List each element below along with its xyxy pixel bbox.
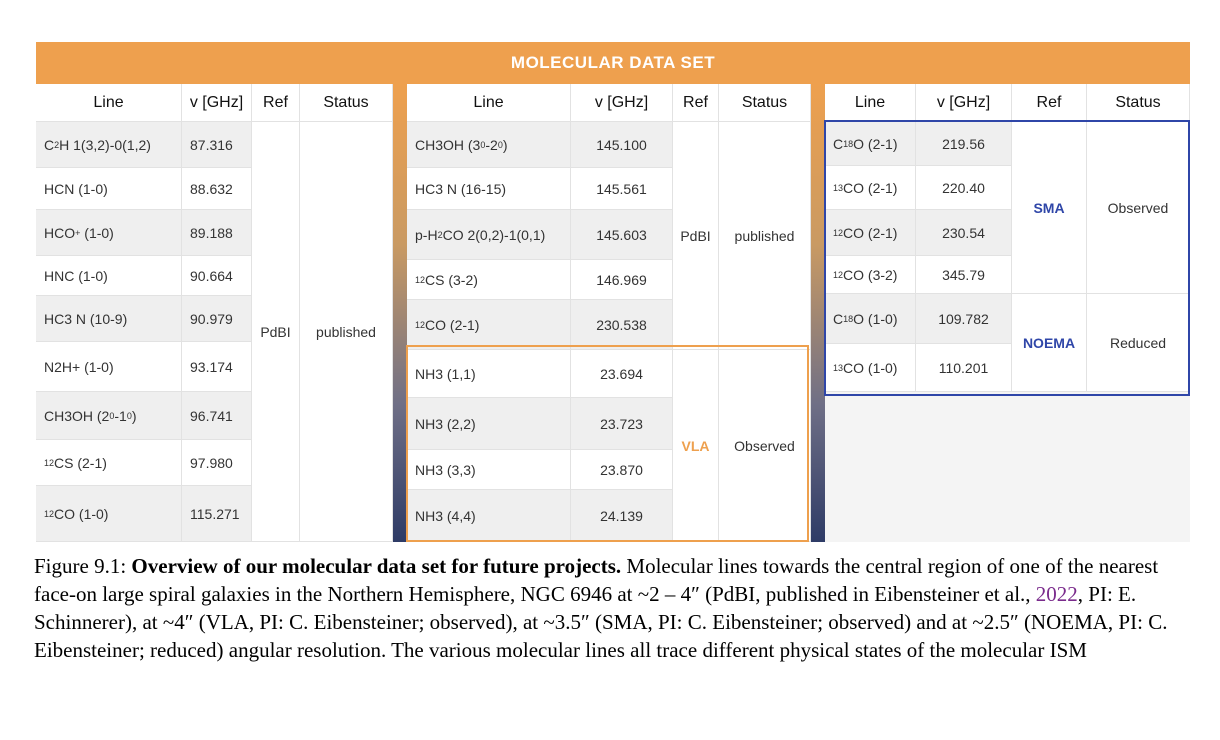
mid-freq-2: 145.561 [571,168,673,210]
left-freq-5: 90.979 [182,296,252,342]
left-line-1: C 2 H 1(3,2)-0(1,2) [36,122,182,168]
left-line-3: HCO + (1-0) [36,210,182,256]
header-status: Status [300,84,393,122]
noema-status: Reduced [1087,294,1190,392]
right-table [825,84,1190,392]
vla-freq-4: 24.139 [571,490,673,542]
caption-title: Overview of our molecular data set for future projects. [131,554,622,578]
mid-line-1: CH3OH (3 0 -2 0 ) [407,122,571,168]
vla-line-1: NH3 (1,1) [407,350,571,398]
header-freq: v [GHz] [182,84,252,122]
header-freq-2: v [GHz] [571,84,673,122]
table-banner: MOLECULAR DATA SET [36,42,1190,84]
vla-status: Observed [719,350,811,542]
vla-freq-1: 23.694 [571,350,673,398]
mid-line-2: HC3 N (16-15) [407,168,571,210]
sma-line-4: 12 CO (3-2) [825,256,916,294]
left-freq-6: 93.174 [182,342,252,392]
mid-line-4: 12 CS (3-2) [407,260,571,300]
separator-1 [393,84,407,542]
caption-label: Figure 9.1: [34,554,127,578]
header-line-3: Line [825,84,916,122]
vla-freq-2: 23.723 [571,398,673,450]
noema-freq-2: 110.201 [916,344,1012,392]
left-freq-9: 115.271 [182,486,252,542]
left-line-2: HCN (1-0) [36,168,182,210]
mid-status: published [719,122,811,350]
vla-ref: VLA [673,350,719,542]
header-status-2: Status [719,84,811,122]
header-ref: Ref [252,84,300,122]
left-freq-4: 90.664 [182,256,252,296]
sma-freq-2: 220.40 [916,166,1012,210]
citation-link[interactable]: 2022 [1035,582,1078,606]
left-ref: PdBI [252,122,300,542]
mid-ref: PdBI [673,122,719,350]
sma-ref: SMA [1012,122,1087,294]
vla-freq-3: 23.870 [571,450,673,490]
vla-line-2: NH3 (2,2) [407,398,571,450]
noema-line-2: 13 CO (1-0) [825,344,916,392]
noema-line-1: C 18 O (1-0) [825,294,916,344]
left-line-4: HNC (1-0) [36,256,182,296]
noema-freq-1: 109.782 [916,294,1012,344]
mid-freq-4: 146.969 [571,260,673,300]
mid-freq-1: 145.100 [571,122,673,168]
left-freq-2: 88.632 [182,168,252,210]
sma-status: Observed [1087,122,1190,294]
sma-freq-4: 345.79 [916,256,1012,294]
left-line-7: CH3OH (2 0 -1 0 ) [36,392,182,440]
left-line-5: HC3 N (10-9) [36,296,182,342]
vla-line-4: NH3 (4,4) [407,490,571,542]
header-freq-3: v [GHz] [916,84,1012,122]
left-freq-8: 97.980 [182,440,252,486]
molecular-data-figure [36,42,1190,542]
header-ref-3: Ref [1012,84,1087,122]
caption-text-1: Molecular lines towards the central region of one of the nearest face-on large spiral galaxies in the Northern Hemisphere, NGC 6946 at ~2 – 4″ (PdBI, published in Eibensteiner et al., [34,554,1159,606]
left-line-8: 12 CS (2-1) [36,440,182,486]
left-freq-7: 96.741 [182,392,252,440]
left-freq-1: 87.316 [182,122,252,168]
header-status-3: Status [1087,84,1190,122]
header-line: Line [36,84,182,122]
sma-line-1: C 18 O (2-1) [825,122,916,166]
vla-line-3: NH3 (3,3) [407,450,571,490]
caption-text-2: , PI: E. Schinnerer), at ~4″ (VLA, PI: C. Eibensteiner; observed), at ~3.5″ (SMA, PI: C. Eibensteiner; observed) and at ~2.5″ (NOEMA, PI: C. Eibensteiner; reduced) angular resolution. The various molecular lines all trace different physical states of the molecular ISM [34,582,1168,662]
figure-caption [34,552,1194,664]
left-line-9: 12 CO (1-0) [36,486,182,542]
mid-freq-3: 145.603 [571,210,673,260]
header-ref-2: Ref [673,84,719,122]
mid-freq-5: 230.538 [571,300,673,350]
sma-freq-1: 219.56 [916,122,1012,166]
middle-table [407,84,811,542]
separator-2 [811,84,825,542]
left-freq-3: 89.188 [182,210,252,256]
mid-line-5: 12 CO (2-1) [407,300,571,350]
sma-line-2: 13 CO (2-1) [825,166,916,210]
left-table [36,84,393,542]
left-line-6: N2H+ (1-0) [36,342,182,392]
header-line-2: Line [407,84,571,122]
sma-line-3: 12 CO (2-1) [825,210,916,256]
sma-freq-3: 230.54 [916,210,1012,256]
mid-line-3: p-H 2 CO 2(0,2)-1(0,1) [407,210,571,260]
left-status: published [300,122,393,542]
noema-ref: NOEMA [1012,294,1087,392]
